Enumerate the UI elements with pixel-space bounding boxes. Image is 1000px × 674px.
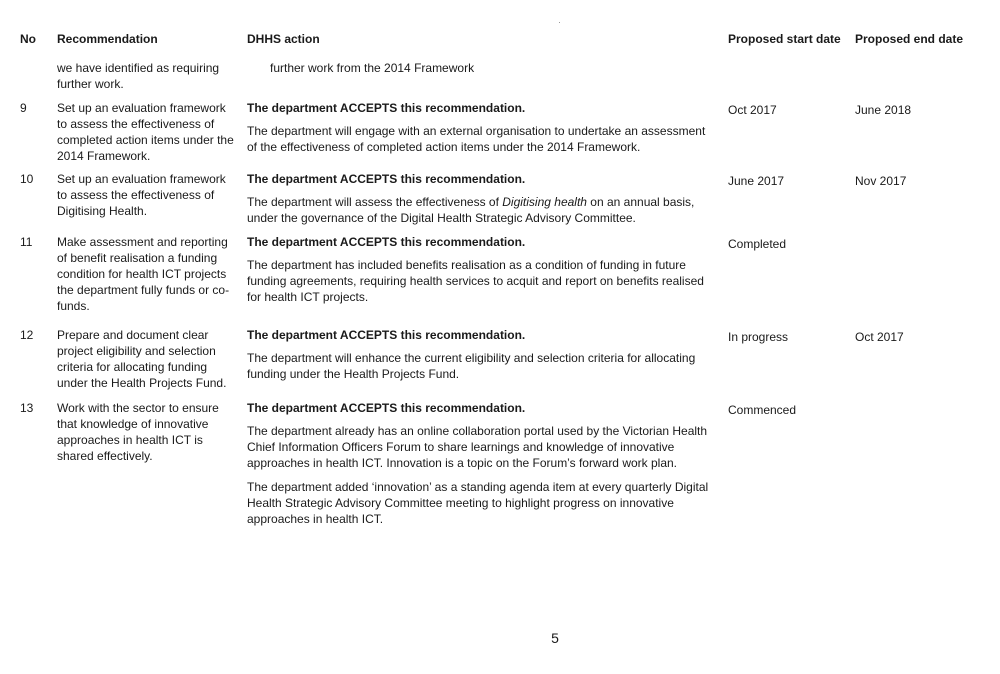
recommendation-text: Prepare and document clear project eligibility and selection criteria for allocating funding under the Health Projects Fund.: [57, 328, 227, 390]
row-number: 11: [20, 235, 33, 249]
end-date: Nov 2017: [855, 174, 907, 188]
header-action: DHHS action: [247, 32, 320, 46]
recommendation-text: we have identified as requiring further work.: [57, 61, 220, 91]
recommendation-text: Make assessment and reporting of benefit realisation a funding condition for health ICT projects the department fully funds or co-funds.: [57, 235, 230, 313]
header-start-date: Proposed start date: [728, 32, 841, 46]
action-paragraph: The department added ‘innovation’ as a standing agenda item at every quarterly Digital Health Strategic Advisory Committee meeting to highlight progress on innovative approaches in health ICT.: [247, 480, 709, 526]
action-paragraph: The department will enhance the current eligibility and selection criteria for allocating funding under the Health Projects Fund.: [247, 351, 696, 381]
action-cell: [247, 327, 717, 390]
start-date: Completed: [728, 237, 787, 251]
action-cell: [247, 171, 717, 234]
action-paragraph: The department already has an online collaboration portal used by the Victorian Health Chief Information Officers Forum to share learnings and knowledge of innovative approaches in health ICT. Innovation is a topic on the Forum’s forward work plan.: [247, 424, 708, 470]
start-date: Commenced: [728, 403, 797, 417]
recommendation-text: Work with the sector to ensure that knowledge of innovative approaches in health ICT is shared effectively.: [57, 401, 219, 463]
recommendation-text: Set up an evaluation framework to assess the effectiveness of Digitising Health.: [57, 172, 226, 218]
end-date: Oct 2017: [855, 330, 904, 344]
header-no: No: [20, 32, 36, 46]
action-text-post: on an annual basis, under the governance of the Digital Health Strategic Advisory Committee.: [247, 195, 695, 225]
accept-statement: The department ACCEPTS this recommendation.: [247, 328, 526, 342]
action-cell: [247, 234, 717, 313]
action-cell: [247, 100, 717, 163]
action-paragraph: The department will engage with an external organisation to undertake an assessment of the effectiveness of completed action items under the 2014 Framework.: [247, 124, 706, 154]
accept-statement: The department ACCEPTS this recommendation.: [247, 401, 526, 415]
action-text-pre: The department will assess the effectiveness of: [247, 195, 503, 209]
accept-statement: The department ACCEPTS this recommendation.: [247, 172, 526, 186]
action-paragraph: The department has included benefits realisation as a condition of funding in future funding agreements, requiring health services to acquit and report on benefits realised for health ICT projects.: [247, 258, 704, 304]
action-text: further work from the 2014 Framework: [270, 61, 475, 75]
row-number: 9: [20, 101, 27, 115]
action-cell: [247, 400, 717, 535]
header-recommendation: Recommendation: [57, 32, 158, 46]
start-date: In progress: [728, 330, 789, 344]
accept-statement: The department ACCEPTS this recommendation.: [247, 235, 526, 249]
action-paragraph: [247, 194, 717, 226]
page-number: 5: [551, 630, 559, 646]
action-text-italic: Digitising health: [502, 195, 587, 209]
recommendation-text: Set up an evaluation framework to assess the effectiveness of completed action items under the 2014 Framework.: [57, 101, 234, 163]
end-date: June 2018: [855, 103, 912, 117]
start-date: Oct 2017: [728, 103, 777, 117]
accept-statement: The department ACCEPTS this recommendation.: [247, 101, 526, 115]
header-end-date: Proposed end date: [855, 32, 964, 46]
row-number: 10: [20, 172, 34, 186]
row-number: 13: [20, 401, 34, 415]
row-number: 12: [20, 328, 34, 342]
start-date: June 2017: [728, 174, 785, 188]
scan-speck: [559, 22, 560, 23]
